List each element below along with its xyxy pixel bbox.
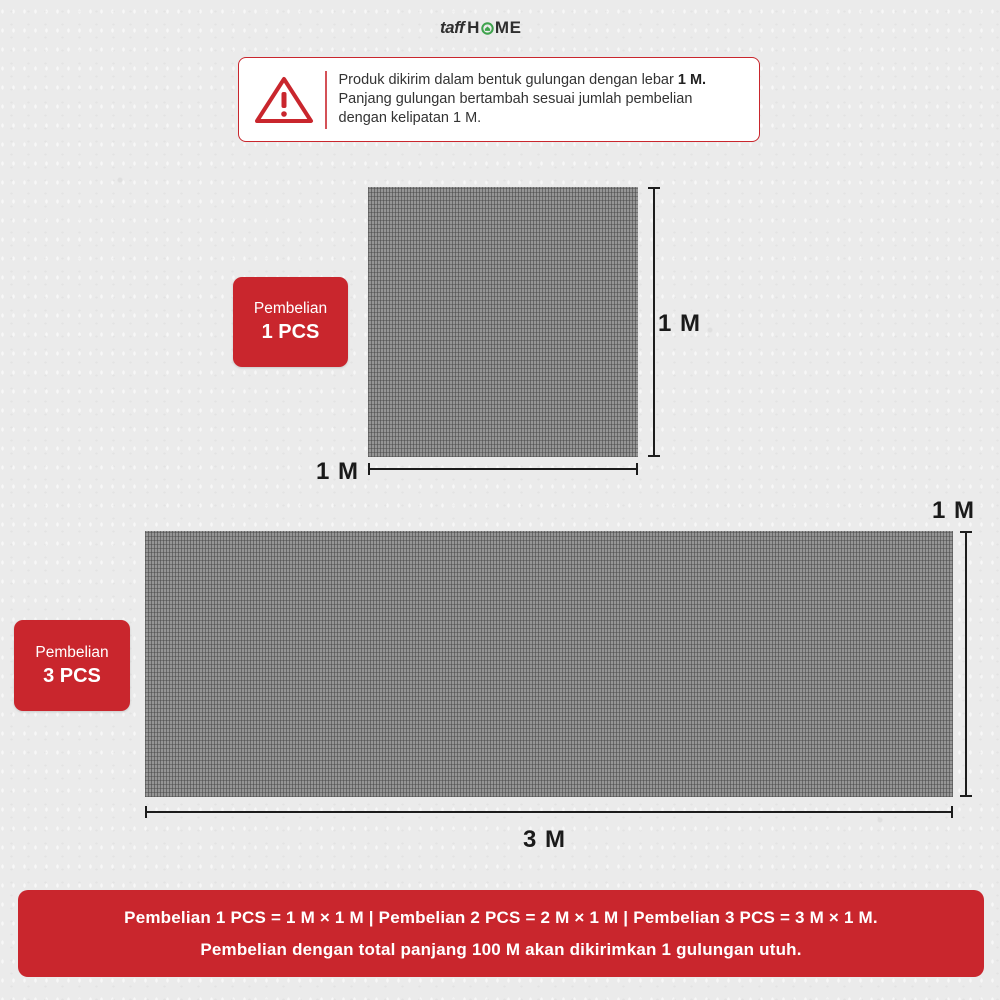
badge-1-pcs-top: Pembelian — [253, 300, 328, 317]
house-icon — [481, 22, 494, 35]
footer-line-2: Pembelian dengan total panjang 100 M akan dikirimkan 1 gulungan utuh. — [200, 939, 802, 959]
notice-line-2: Panjang gulungan bertambah sesuai jumlah pembelian — [338, 91, 693, 107]
badge-3-pcs-bottom: 3 PCS — [43, 664, 101, 687]
dim-3-height-line — [965, 531, 967, 797]
dim-1-height-line — [653, 187, 655, 457]
badge-1-pcs — [233, 277, 348, 367]
logo-home-h: H — [467, 18, 480, 37]
dim-3-width-tick-right — [951, 806, 953, 818]
notice-line-3: dengan kelipatan 1 M. — [338, 110, 482, 126]
logo-taff-text: taff — [440, 18, 465, 37]
dim-1-width-label: 1 M — [316, 458, 360, 485]
dim-1-height-label: 1 M — [658, 310, 702, 337]
notice-line-1-bold: 1 M. — [677, 72, 707, 88]
dim-1-width-line — [368, 468, 638, 470]
dim-3-height-tick-bottom — [960, 795, 972, 797]
logo-home-text — [467, 18, 521, 38]
warning-triangle-icon — [253, 75, 315, 125]
footer-line-1: Pembelian 1 PCS = 1 M × 1 M | Pembelian 2 PCS = 2 M × 1 M | Pembelian 3 PCS = 3 M × 1 M. — [124, 907, 878, 927]
logo-home-rest: ME — [494, 18, 522, 37]
notice-line-1-text: Produk dikirim dalam bentuk gulungan dengan lebar — [338, 72, 678, 88]
dim-3-width-line — [145, 811, 953, 813]
dim-1-width-tick-right — [636, 463, 638, 475]
notice-line-1 — [339, 71, 749, 90]
shipping-notice — [238, 57, 760, 142]
badge-1-pcs-bottom: 1 PCS — [261, 321, 320, 343]
badge-3-pcs-top: Pembelian — [35, 643, 109, 661]
dim-3-width-label: 3 M — [523, 826, 567, 853]
pricing-footer — [18, 890, 984, 977]
badge-3-pcs — [14, 620, 130, 711]
dim-3-height-label: 1 M — [932, 497, 976, 524]
brand-logo — [440, 16, 562, 40]
notice-text — [339, 71, 749, 128]
notice-divider — [325, 71, 327, 129]
dim-1-height-tick-bottom — [648, 455, 660, 457]
mesh-panel-3m — [145, 531, 953, 797]
mesh-panel-1m — [368, 187, 638, 457]
